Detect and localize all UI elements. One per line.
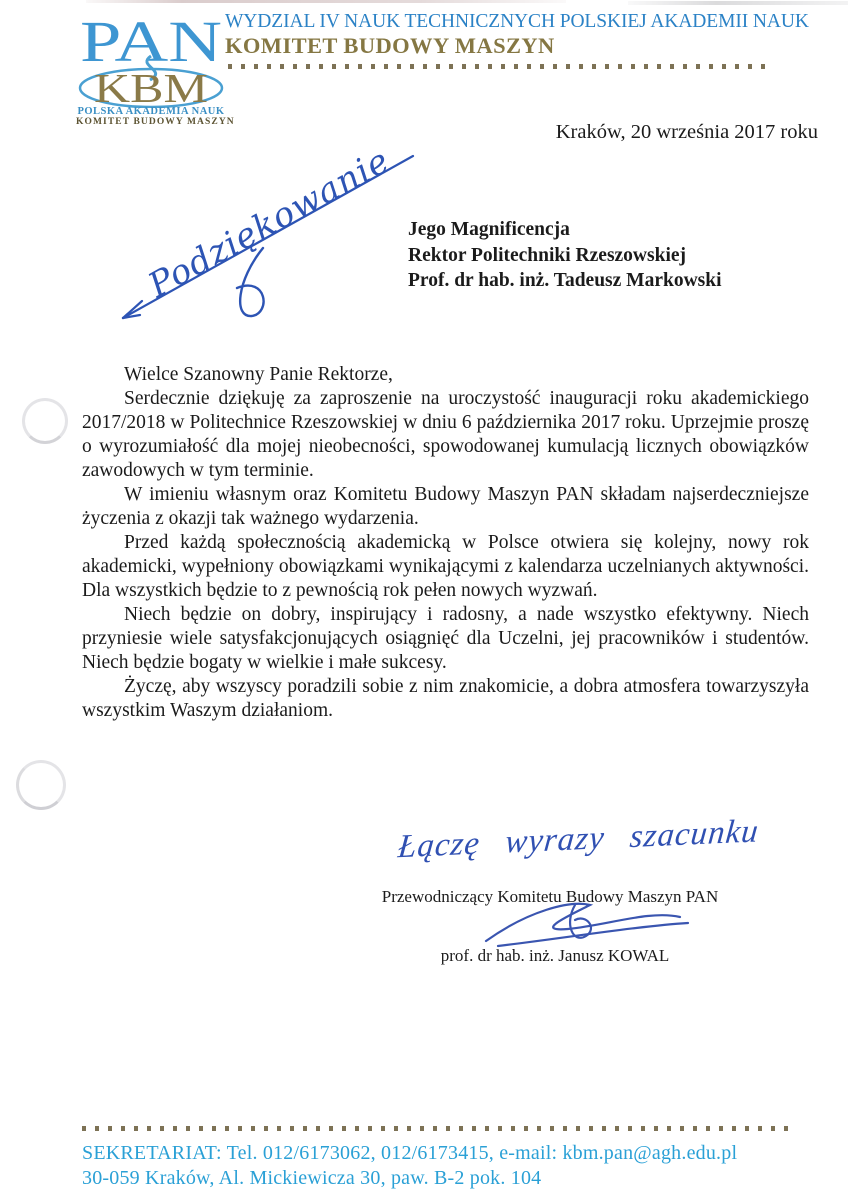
pan-kbm-logo	[76, 8, 235, 127]
recipient-line-2: Rektor Politechniki Rzeszowskiej	[408, 244, 687, 266]
body-paragraph-1: Serdecznie dziękuję za zaproszenie na uroczystość inauguracji roku akademickiego 2017/2018 w Politechnice Rzeszowskiej w dniu 6 października 2017 roku. Uprzejmie proszę o wyrozumiałość dla mojej nieobecności, spowodowanej kumulacją licznych obowiązków zawodowych w tym terminie.	[82, 388, 809, 481]
signature-stroke	[478, 896, 693, 948]
closing-handwritten-phrase: Łączę wyrazy szacunku	[396, 813, 761, 866]
closing-title-line: Przewodniczący Komitetu Budowy Maszyn PAN	[381, 887, 719, 906]
hole-punch-artifact	[16, 760, 66, 810]
annotation-handwritten-text: Podziękowanie	[141, 148, 397, 306]
header-dotted-rule	[228, 64, 773, 69]
scan-streak-artifact	[628, 1, 848, 5]
recipient-line-3: Prof. dr hab. inż. Tadeusz Markowski	[408, 270, 722, 291]
footer-address-line: 30-059 Kraków, Al. Mickiewicza 30, paw. B-2 pok. 104	[82, 1167, 542, 1189]
body-paragraph-5: Życzę, aby wszyscy poradzili sobie z nim znakomicie, a dobra atmosfera towarzyszyła wszystkim Waszym działaniom.	[82, 676, 809, 721]
hole-punch-artifact	[22, 398, 68, 444]
letter-body	[82, 363, 809, 723]
letterhead-division-line: WYDZIAL IV NAUK TECHNICZNYCH POLSKIEJ AKADEMII NAUK	[225, 11, 809, 32]
date-line: Kraków, 20 września 2017 roku	[555, 121, 818, 143]
footer-secretariat-line: SEKRETARIAT: Tel. 012/6173062, 012/6173415, e-mail: kbm.pan@agh.edu.pl	[82, 1142, 738, 1164]
logo-pan-text: PAN	[80, 9, 222, 74]
scan-streak-artifact	[86, 0, 566, 3]
logo-org-line2: KOMITET BUDOWY MASZYN	[76, 117, 235, 127]
body-paragraph-4: Niech będzie on dobry, inspirujący i radosny, a nade wszystko efektywny. Niech przyniesie wiele satysfakcjonujących osiągnięć dla Uczelni, jej pracowników i studentów. Niech będzie bogaty w wielkie i małe sukcesy.	[82, 604, 809, 673]
letterhead-committee-line: KOMITET BUDOWY MASZYN	[225, 33, 555, 58]
pan-kbm-logo-graphic	[76, 8, 226, 108]
recipient-line-1: Jego Magnificencja	[408, 219, 570, 240]
signature	[478, 896, 693, 953]
body-paragraph-2: W imieniu własnym oraz Komitetu Budowy Maszyn PAN składam najserdeczniejsze życzenia z okazji tak ważnego wydarzenia.	[82, 484, 809, 529]
recipient-block	[408, 217, 722, 294]
salutation: Wielce Szanowny Panie Rektorze,	[124, 364, 393, 385]
body-paragraph-3: Przed każdą społecznością akademicką w Polsce otwiera się kolejny, nowy rok akademicki, wypełniony obowiązkami wynikającymi z kalendarza uczelnianych aktywności. Dla wszystkich będzie to z pewnością rok pełen nowych wyzwań.	[82, 532, 809, 601]
logo-org-line1: POLSKA AKADEMIA NAUK	[77, 106, 225, 117]
logo-kbm-text: KBM	[94, 65, 208, 108]
handwritten-annotation	[105, 148, 430, 343]
footer-dotted-rule	[82, 1126, 790, 1131]
signer-name-line: prof. dr hab. inż. Janusz KOWAL	[440, 946, 670, 965]
